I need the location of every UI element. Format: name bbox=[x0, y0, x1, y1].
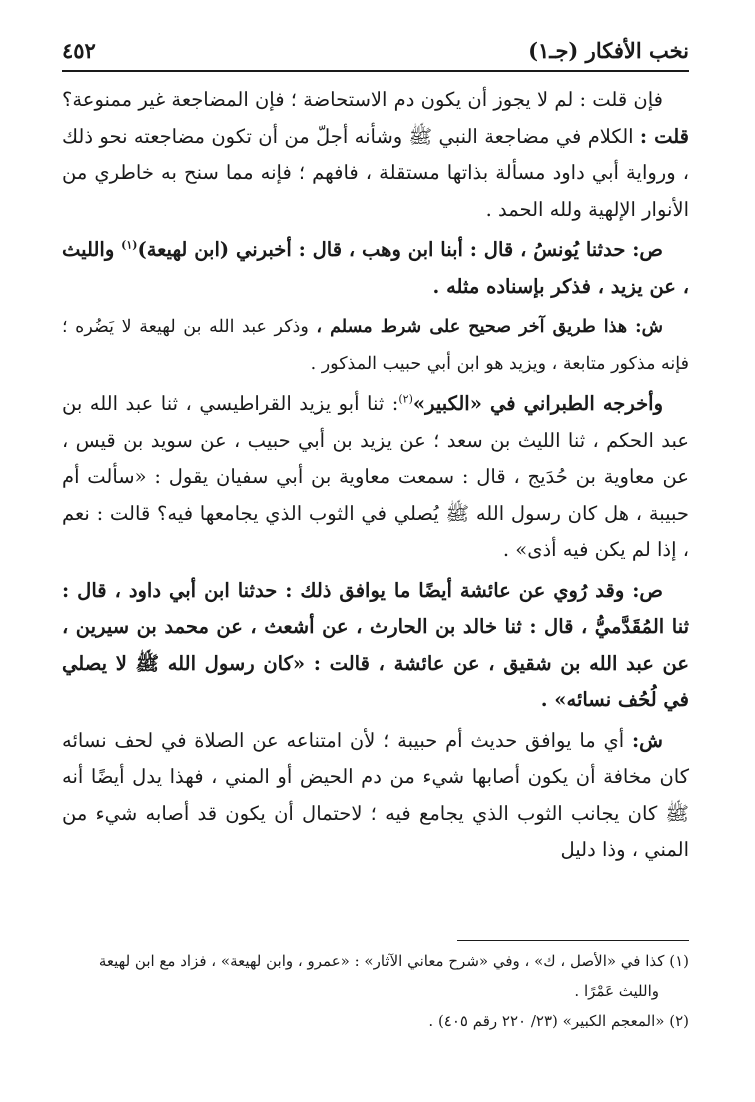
paragraph-6-text: أي ما يوافق حديث أم حبيبة ؛ لأن امتناعه عن الصلاة في لحف نسائه كان مخافة أن يكون أصابها شيء من دم الحيض أو المني ، فهذا يدل أيضًا أنه ﷺ كان يجانب الثوب الذي يجامع فيه ؛ لاحتمال أن يكون قد أصابه شيء من المني ، وذا دليل bbox=[62, 728, 689, 861]
page-number: ٤٥٢ bbox=[62, 37, 96, 63]
main-text bbox=[62, 82, 689, 869]
footnote-1 bbox=[62, 946, 689, 1006]
paragraph-2-text: ص: حدثنا يُونسُ ، قال : أبنا ابن وهب ، قال : أخبرني (ابن لهيعة) bbox=[137, 238, 663, 261]
book-title: نخب الأفكار (جـ١) bbox=[528, 37, 689, 63]
paragraph-5-text: ص: وقد رُوي عن عائشة أيضًا ما يوافق ذلك : حدثنا ابن أبي داود ، قال : ثنا المُقَدَّميُّ ، قال : ثنا خالد بن الحارث ، عن أشعث ، عن محمد بن سيرين ، عن عبد الله بن شقيق ، عن عائشة ، قالت : «كان رسول الله ﷺ لا يصلي في لُحُف نسائه» . bbox=[62, 578, 689, 711]
footnote-rule bbox=[457, 940, 689, 941]
paragraph-3-lead: ش: هذا طريق آخر صحيح على شرط مسلم ، bbox=[316, 317, 664, 337]
paragraph-1 bbox=[62, 82, 689, 228]
paragraph-2-text-end: والليث ، عن يزيد ، فذكر بإسناده مثله . bbox=[62, 238, 689, 298]
footnote-2-marker: (٢) bbox=[669, 1012, 689, 1030]
header-rule bbox=[62, 70, 689, 72]
paragraph-6-lead: ش: bbox=[631, 728, 663, 752]
paragraph-3-text: وذكر عبد الله بن لهيعة لا يَضُره ؛ فإنه مذكور متابعة ، ويزيد هو ابن أبي حبيب المذكور . bbox=[62, 317, 689, 374]
paragraph-1-question: فإن قلت : لم لا يجوز أن يكون دم الاستحاضة ؛ فإن المضاجعة غير ممنوعة؟ bbox=[62, 88, 663, 111]
paragraph-3 bbox=[62, 309, 689, 382]
footnote-ref-1[interactable]: (١) bbox=[121, 238, 138, 252]
footnote-2-text: «المعجم الكبير» (٢٣/ ٢٢٠ رقم ٤٠٥) . bbox=[428, 1012, 665, 1030]
paragraph-2 bbox=[62, 232, 689, 305]
footnote-2 bbox=[62, 1006, 689, 1036]
paragraph-6 bbox=[62, 723, 689, 869]
footnote-ref-2[interactable]: (٢) bbox=[398, 392, 413, 406]
paragraph-1-answer: الكلام في مضاجعة النبي ﷺ وشأنه أجلّ من أن تكون مضاجعته نحو ذلك ، ورواية أبي داود مسألة بذاتها مستقلة ، فافهم ؛ فإنه مما سنح به خاطري من الأنوار الإلهية ولله الحمد . bbox=[62, 124, 689, 221]
paragraph-5 bbox=[62, 573, 689, 719]
page-header bbox=[62, 30, 689, 70]
paragraph-4-lead: وأخرجه الطبراني في «الكبير» bbox=[412, 392, 663, 415]
footnote-1-continuation: والليث عَمْرًا . bbox=[574, 982, 659, 1000]
paragraph-4-text: : ثنا أبو يزيد القراطيسي ، ثنا عبد الله بن عبد الحكم ، ثنا الليث بن سعد ؛ عن يزيد بن أبي حبيب ، عن سويد بن قيس ، عن معاوية بن حُدَيج ، قال : سمعت معاوية بن أبي سفيان يقول : «سألت أم حبيبة ، هل كان رسول الله ﷺ يُصلي في الثوب الذي يجامعها فيه؟ قالت : نعم ، إذا لم يكن فيه أذى» . bbox=[62, 392, 689, 561]
paragraph-1-lead: قلت : bbox=[639, 124, 689, 148]
footnote-1-text: كذا في «الأصل ، ك» ، وفي «شرح معاني الآثار» : «عمرو ، وابن لهيعة» ، فزاد مع ابن لهيعة bbox=[98, 952, 665, 970]
footnotes bbox=[62, 946, 689, 1036]
footnote-1-marker: (١) bbox=[669, 952, 689, 970]
paragraph-4 bbox=[62, 386, 689, 569]
